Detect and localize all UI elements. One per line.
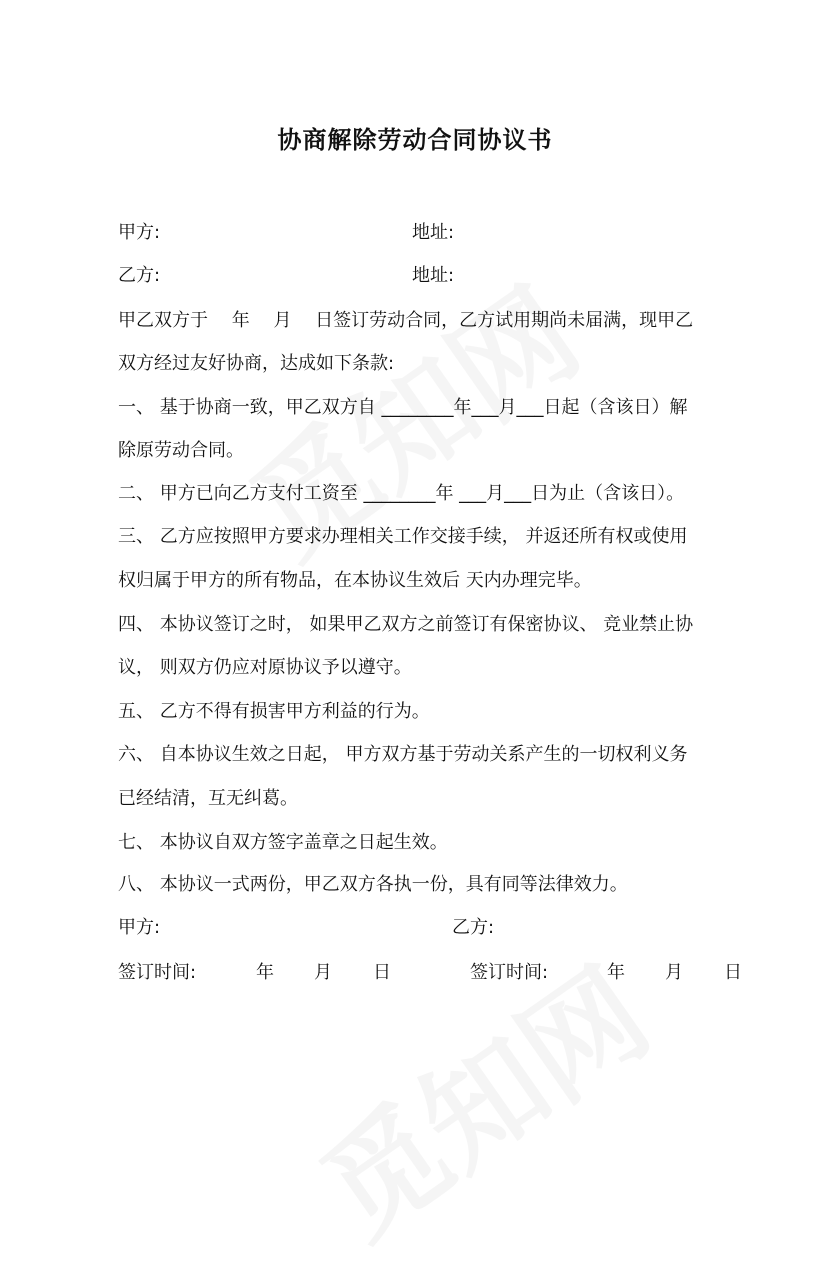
signing-month-a: 月: [314, 962, 332, 983]
intro-line-1: 甲乙双方于 年 月 日签订劳动合同，乙方试用期尚未届满，现甲乙: [118, 310, 694, 331]
clause-4-line-1: 四、 本协议签订之时， 如果甲乙双方之前签订有保密协议、 竞业禁止协: [118, 614, 694, 635]
clause-2-line-1: 二、 甲方已向乙方支付工资至 ________年 ___月___日为止（含该日）。: [118, 483, 685, 504]
signature-party-b-label: 乙方:: [452, 917, 495, 938]
clause-6-line-1: 六、 自本协议生效之日起， 甲方双方基于劳动关系产生的一切权利义务: [118, 744, 688, 765]
party-a-address-label: 地址:: [412, 222, 455, 243]
clause-3-line-2: 权归属于甲方的所有物品，在本协议生效后 天内办理完毕。: [118, 570, 592, 591]
clause-4-line-2: 议， 则双方仍应对原协议予以遵守。: [118, 657, 412, 678]
clause-3-line-1: 三、 乙方应按照甲方要求办理相关工作交接手续， 并返还所有权或使用: [118, 526, 688, 547]
clause-7-line-1: 七、 本协议自双方签字盖章之日起生效。: [118, 832, 448, 853]
clause-1-line-2: 除原劳动合同。: [118, 440, 244, 461]
signing-year-b: 年: [607, 962, 625, 983]
signing-month-b: 月: [665, 962, 683, 983]
signing-year-a: 年: [256, 962, 274, 983]
signing-time-label-b: 签订时间:: [470, 962, 549, 983]
party-b-label: 乙方:: [118, 265, 161, 286]
clause-6-line-2: 已经结清，互无纠葛。: [118, 788, 298, 809]
clause-5-line-1: 五、 乙方不得有损害甲方利益的行为。: [118, 701, 430, 722]
signing-time-label-a: 签订时间:: [118, 962, 197, 983]
intro-line-2: 双方经过友好协商，达成如下条款:: [118, 353, 395, 374]
party-a-label: 甲方:: [118, 222, 161, 243]
clause-8-line-1: 八、 本协议一式两份，甲乙双方各执一份，具有同等法律效力。: [118, 874, 628, 895]
signing-day-a: 日: [373, 962, 391, 983]
clause-1-line-1: 一、 基于协商一致，甲乙双方自 ________年___月___日起（含该日）解: [118, 397, 688, 418]
signing-day-b: 日: [724, 962, 742, 983]
document-title: 协商解除劳动合同协议书: [277, 126, 553, 154]
signature-party-a-label: 甲方:: [118, 917, 161, 938]
party-b-address-label: 地址:: [412, 265, 455, 286]
